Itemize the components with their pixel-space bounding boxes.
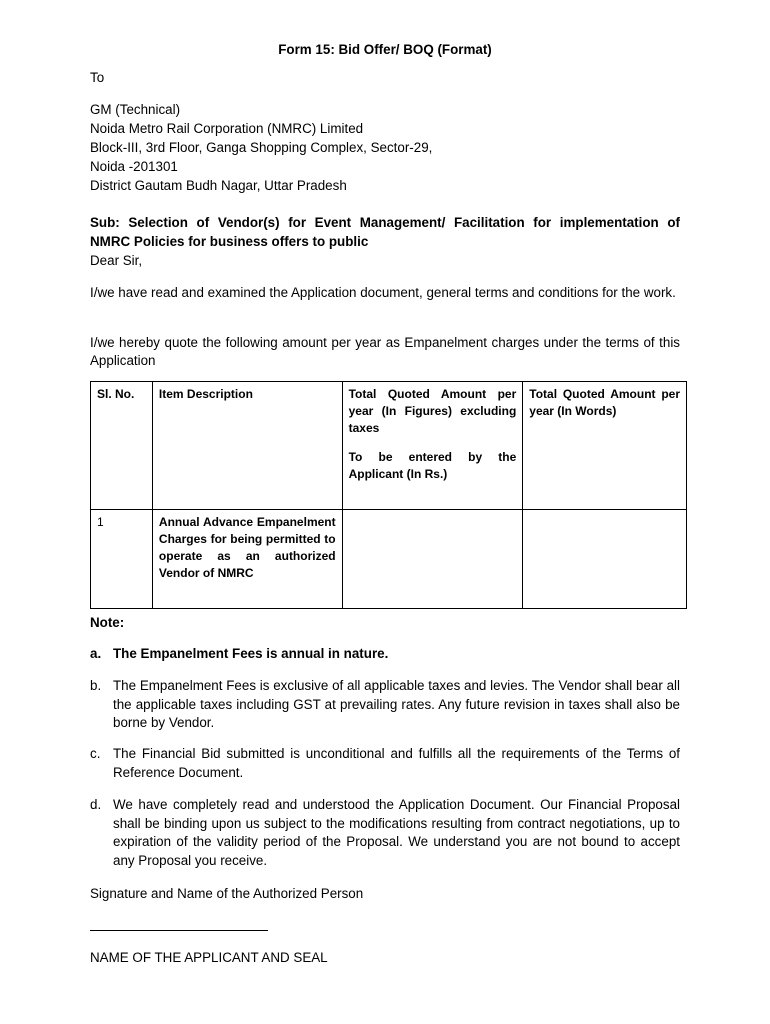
address-line-1: GM (Technical) xyxy=(90,102,181,117)
note-item-text: The Financial Bid submitted is unconditional and fulfills all the requirements of the Terms of Reference Document. xyxy=(113,746,680,780)
salutation: Dear Sir, xyxy=(90,253,143,268)
boq-table xyxy=(90,381,687,609)
note-item-label: a. xyxy=(90,646,102,661)
note-heading: Note: xyxy=(90,615,125,630)
row-amount-words-cell[interactable] xyxy=(523,510,687,609)
address-line-2: Noida Metro Rail Corporation (NMRC) Limited xyxy=(90,121,364,136)
paragraph-quote: I/we hereby quote the following amount per year as Empanelment charges under the terms of this Application xyxy=(90,335,680,368)
note-item-text: We have completely read and understood the Application Document. Our Financial Proposal shall be binding upon us subject to the modifications resulting from contract negotiations, up to expiration of the validity period of the Proposal. We understand you are not bound to accept any Proposal you receive. xyxy=(113,797,680,868)
form-title: Form 15: Bid Offer/ BOQ (Format) xyxy=(278,42,492,57)
row-amount-figures-cell[interactable] xyxy=(342,510,523,609)
note-item-label: c. xyxy=(90,746,101,761)
address-line-5: District Gautam Budh Nagar, Uttar Pradesh xyxy=(90,178,347,193)
note-item-text: The Empanelment Fees is exclusive of all applicable taxes and levies. The Vendor shall bear all the applicable taxes including GST at prevailing rates. Any future revision in taxes shall also be borne by Vendor. xyxy=(113,678,680,730)
note-item-label: b. xyxy=(90,678,102,693)
signature-label: Signature and Name of the Authorized Person xyxy=(90,886,364,901)
to-label: To xyxy=(90,70,105,85)
header-figures-note: To be entered by the Applicant (In Rs.) xyxy=(348,450,517,481)
header-figures-label: Total Quoted Amount per year (In Figures) excluding taxes xyxy=(348,387,517,435)
row-sl-no: 1 xyxy=(91,510,153,609)
subject-line-2: NMRC Policies for business offers to public xyxy=(90,234,369,249)
note-item-text: The Empanelment Fees is annual in nature. xyxy=(113,646,389,661)
subject-line-1: Sub: Selection of Vendor(s) for Event Management/ Facilitation for implementation of xyxy=(90,215,680,230)
table-header-row xyxy=(91,382,687,510)
address-line-3: Block-III, 3rd Floor, Ganga Shopping Complex, Sector-29, xyxy=(90,140,433,155)
signature-line xyxy=(90,930,268,931)
table-row xyxy=(91,510,687,609)
header-item-description: Item Description xyxy=(152,382,342,510)
note-item-label: d. xyxy=(90,797,102,812)
applicant-seal-label: NAME OF THE APPLICANT AND SEAL xyxy=(90,950,328,965)
header-sl-no: Sl. No. xyxy=(91,382,153,510)
row-description: Annual Advance Empanelment Charges for being permitted to operate as an authorized Vendor of NMRC xyxy=(152,510,342,609)
paragraph-examined: I/we have read and examined the Application document, general terms and conditions for the work. xyxy=(90,285,676,300)
header-figures xyxy=(342,382,523,510)
header-words: Total Quoted Amount per year (In Words) xyxy=(523,382,687,510)
address-line-4: Noida -201301 xyxy=(90,159,178,174)
